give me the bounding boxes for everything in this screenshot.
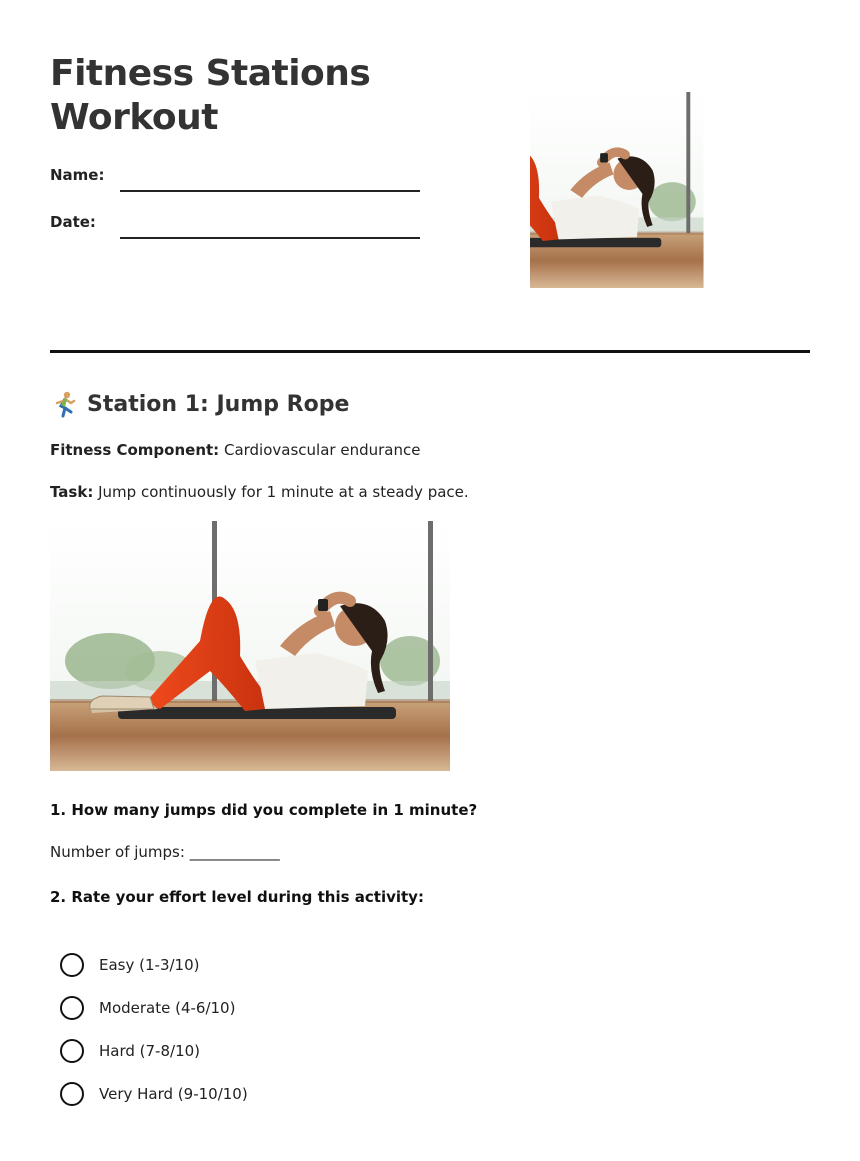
date-label: Date: (50, 213, 96, 231)
station-heading: Station 1: Jump Rope (87, 391, 350, 417)
effort-option-easy[interactable] (60, 952, 199, 978)
effort-option-moderate[interactable] (60, 995, 235, 1021)
question-2: 2. Rate your effort level during this activity: (50, 888, 424, 906)
task-label: Task: (50, 483, 94, 501)
header-photo (530, 50, 810, 330)
effort-option-hard[interactable] (60, 1038, 200, 1064)
name-field-row (50, 166, 420, 192)
radio-button[interactable] (60, 1082, 84, 1106)
name-line[interactable] (120, 190, 420, 192)
radio-button[interactable] (60, 1039, 84, 1063)
worksheet-title (50, 52, 370, 140)
radio-button[interactable] (60, 996, 84, 1020)
effort-option-very-hard[interactable] (60, 1081, 248, 1107)
fitness-component (50, 441, 420, 459)
date-field-row (50, 213, 420, 239)
radio-button[interactable] (60, 953, 84, 977)
worksheet-header (50, 50, 810, 330)
station-title (50, 388, 349, 420)
question-1: 1. How many jumps did you complete in 1 minute? (50, 801, 478, 819)
option-label: Easy (1-3/10) (99, 956, 200, 974)
section-divider (50, 350, 810, 353)
runner-icon (50, 390, 78, 418)
date-line[interactable] (120, 237, 420, 239)
task-description (50, 483, 469, 501)
name-label: Name: (50, 166, 105, 184)
station-photo (50, 521, 450, 771)
title-line-2: Workout (50, 97, 218, 138)
task-value: Jump continuously for 1 minute at a steady pace. (98, 483, 469, 501)
title-line-1: Fitness Stations (50, 53, 371, 94)
fitness-component-value: Cardiovascular endurance (223, 441, 421, 459)
fitness-component-label: Fitness Component: (50, 441, 220, 459)
option-label: Moderate (4-6/10) (99, 999, 236, 1017)
option-label: Very Hard (9-10/10) (99, 1085, 248, 1103)
option-label: Hard (7-8/10) (99, 1042, 201, 1060)
jumps-answer[interactable]: Number of jumps: ____________ (50, 843, 280, 861)
